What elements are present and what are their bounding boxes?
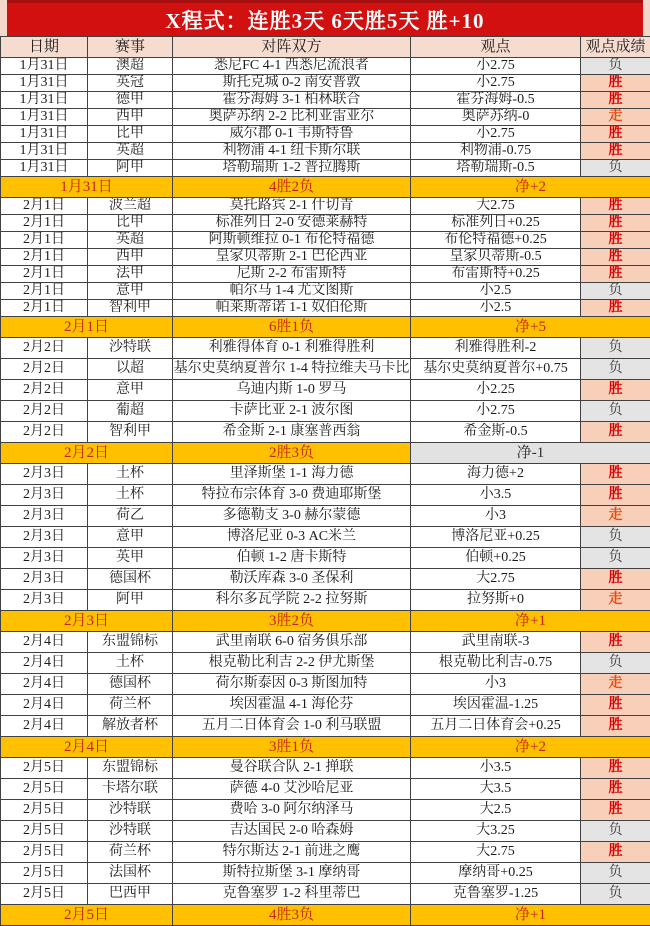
league-cell: 沙特联 — [88, 800, 173, 821]
match-cell: 塔勒瑞斯 1-2 普拉腾斯 — [173, 160, 411, 177]
result-cell: 胜 — [581, 126, 650, 143]
view-cell: 海力德+2 — [411, 464, 581, 485]
summary-row — [1, 905, 650, 926]
league-cell: 英超 — [88, 143, 173, 160]
league-cell: 葡超 — [88, 401, 173, 422]
league-cell: 沙特联 — [88, 821, 173, 842]
match-row — [1, 884, 650, 905]
match-row — [1, 842, 650, 863]
match-cell: 乌迪内斯 1-0 罗马 — [173, 380, 411, 401]
league-cell: 西甲 — [88, 249, 173, 266]
view-cell: 大2.75 — [411, 198, 581, 215]
league-cell: 土杯 — [88, 464, 173, 485]
match-cell: 利雅得体育 0-1 利雅得胜利 — [173, 338, 411, 359]
summary-record-cell: 6胜1负 — [173, 317, 411, 338]
view-cell: 大2.75 — [411, 842, 581, 863]
summary-net-cell: 净-1 — [411, 443, 650, 464]
summary-record-cell: 2胜3负 — [173, 443, 411, 464]
match-cell: 尼斯 2-2 布雷斯特 — [173, 266, 411, 283]
date-cell: 2月5日 — [1, 779, 88, 800]
result-cell: 胜 — [581, 695, 650, 716]
match-cell: 莫托路宾 2-1 什切青 — [173, 198, 411, 215]
match-row — [1, 422, 650, 443]
match-cell: 卡萨比亚 2-1 波尔图 — [173, 401, 411, 422]
view-cell: 奥萨苏纳-0 — [411, 109, 581, 126]
match-row — [1, 92, 650, 109]
date-cell: 1月31日 — [1, 75, 88, 92]
date-cell: 2月2日 — [1, 380, 88, 401]
match-cell: 曼谷联合队 2-1 掸联 — [173, 758, 411, 779]
result-cell: 胜 — [581, 232, 650, 249]
date-cell: 2月5日 — [1, 758, 88, 779]
result-cell: 胜 — [581, 75, 650, 92]
view-cell: 博洛尼亚+0.25 — [411, 527, 581, 548]
date-cell: 2月4日 — [1, 653, 88, 674]
result-cell: 胜 — [581, 249, 650, 266]
match-cell: 斯托克城 0-2 南安普敦 — [173, 75, 411, 92]
league-cell: 沙特联 — [88, 338, 173, 359]
view-cell: 五月二日体育会+0.25 — [411, 716, 581, 737]
view-cell: 塔勒瑞斯-0.5 — [411, 160, 581, 177]
match-cell: 皇家贝蒂斯 2-1 巴伦西亚 — [173, 249, 411, 266]
match-row — [1, 266, 650, 283]
match-cell: 标准列日 2-0 安德莱赫特 — [173, 215, 411, 232]
match-cell: 奥萨苏纳 2-2 比利亚雷亚尔 — [173, 109, 411, 126]
league-cell: 法国杯 — [88, 863, 173, 884]
date-cell: 2月2日 — [1, 338, 88, 359]
league-cell: 土杯 — [88, 653, 173, 674]
date-cell: 2月1日 — [1, 232, 88, 249]
summary-date-cell: 2月5日 — [1, 905, 173, 926]
match-cell: 萨德 4-0 艾沙哈尼亚 — [173, 779, 411, 800]
view-cell: 大2.75 — [411, 569, 581, 590]
match-cell: 威尔郡 0-1 韦斯特鲁 — [173, 126, 411, 143]
result-cell: 负 — [581, 863, 650, 884]
match-row — [1, 716, 650, 737]
match-row — [1, 338, 650, 359]
match-row — [1, 653, 650, 674]
match-cell: 帕尔马 1-4 尤文图斯 — [173, 283, 411, 300]
summary-date-cell: 1月31日 — [1, 177, 173, 198]
view-cell: 大3.5 — [411, 779, 581, 800]
match-cell: 荷尔斯泰因 0-3 斯图加特 — [173, 674, 411, 695]
match-row — [1, 779, 650, 800]
league-cell: 德甲 — [88, 92, 173, 109]
match-row — [1, 800, 650, 821]
match-cell: 费哈 3-0 阿尔纳泽马 — [173, 800, 411, 821]
match-row — [1, 126, 650, 143]
date-cell: 2月2日 — [1, 422, 88, 443]
view-cell: 小2.75 — [411, 126, 581, 143]
match-cell: 科尔多瓦学院 2-2 拉努斯 — [173, 590, 411, 611]
view-cell: 克鲁塞罗-1.25 — [411, 884, 581, 905]
result-cell: 胜 — [581, 92, 650, 109]
league-cell: 西甲 — [88, 109, 173, 126]
league-cell: 智利甲 — [88, 300, 173, 317]
league-cell: 东盟锦标 — [88, 758, 173, 779]
date-cell: 2月5日 — [1, 800, 88, 821]
view-cell: 小3.5 — [411, 758, 581, 779]
result-cell: 负 — [581, 821, 650, 842]
league-cell: 比甲 — [88, 215, 173, 232]
match-row — [1, 569, 650, 590]
result-cell: 负 — [581, 527, 650, 548]
view-cell: 小2.75 — [411, 75, 581, 92]
summary-net-cell: 净+2 — [411, 177, 650, 198]
results-table-body — [1, 58, 650, 926]
date-cell: 2月5日 — [1, 884, 88, 905]
date-cell: 2月1日 — [1, 198, 88, 215]
date-cell: 1月31日 — [1, 109, 88, 126]
match-cell: 利物浦 4-1 纽卡斯尔联 — [173, 143, 411, 160]
league-cell: 东盟锦标 — [88, 632, 173, 653]
summary-record-cell: 4胜3负 — [173, 905, 411, 926]
match-cell: 特尔斯达 2-1 前进之鹰 — [173, 842, 411, 863]
match-cell: 希金斯 2-1 康塞普西翁 — [173, 422, 411, 443]
league-cell: 解放者杯 — [88, 716, 173, 737]
match-row — [1, 58, 650, 75]
match-row — [1, 143, 650, 160]
date-cell: 2月2日 — [1, 401, 88, 422]
view-cell: 大3.25 — [411, 821, 581, 842]
result-cell: 走 — [581, 674, 650, 695]
match-row — [1, 109, 650, 126]
match-row — [1, 75, 650, 92]
match-cell: 克鲁塞罗 1-2 科里蒂巴 — [173, 884, 411, 905]
league-cell: 波兰超 — [88, 198, 173, 215]
result-cell: 胜 — [581, 380, 650, 401]
match-cell: 埃因霍温 4-1 海伦芬 — [173, 695, 411, 716]
result-cell: 胜 — [581, 842, 650, 863]
summary-date-cell: 2月2日 — [1, 443, 173, 464]
view-cell: 基尔史莫纳夏普尔+0.75 — [411, 359, 581, 380]
match-cell: 吉达国民 2-0 哈森姆 — [173, 821, 411, 842]
page-title: X程式：连胜3天 6天胜5天 胜+10 — [7, 0, 643, 36]
league-cell: 以超 — [88, 359, 173, 380]
view-cell: 伯顿+0.25 — [411, 548, 581, 569]
match-cell: 武里南联 6-0 宿务俱乐部 — [173, 632, 411, 653]
result-cell: 负 — [581, 338, 650, 359]
match-row — [1, 758, 650, 779]
results-table — [0, 36, 650, 926]
view-cell: 埃因霍温-1.25 — [411, 695, 581, 716]
date-cell: 2月3日 — [1, 527, 88, 548]
view-cell: 希金斯-0.5 — [411, 422, 581, 443]
match-cell: 伯顿 1-2 唐卡斯特 — [173, 548, 411, 569]
league-cell: 英甲 — [88, 548, 173, 569]
league-cell: 比甲 — [88, 126, 173, 143]
match-cell: 里泽斯堡 1-1 海力德 — [173, 464, 411, 485]
league-cell: 英冠 — [88, 75, 173, 92]
view-cell: 霍芬海姆-0.5 — [411, 92, 581, 109]
result-cell: 胜 — [581, 143, 650, 160]
league-cell: 荷兰杯 — [88, 842, 173, 863]
match-row — [1, 527, 650, 548]
date-cell: 2月1日 — [1, 300, 88, 317]
date-cell: 2月3日 — [1, 506, 88, 527]
match-row — [1, 401, 650, 422]
column-header-match: 对阵双方 — [173, 37, 411, 58]
result-cell: 负 — [581, 884, 650, 905]
league-cell: 法甲 — [88, 266, 173, 283]
match-cell: 阿斯顿维拉 0-1 布伦特福德 — [173, 232, 411, 249]
league-cell: 意甲 — [88, 283, 173, 300]
match-row — [1, 232, 650, 249]
column-header-date: 日期 — [1, 37, 88, 58]
view-cell: 根克勒比利吉-0.75 — [411, 653, 581, 674]
view-cell: 大2.5 — [411, 800, 581, 821]
league-cell: 德国杯 — [88, 674, 173, 695]
match-row — [1, 359, 650, 380]
match-row — [1, 821, 650, 842]
result-cell: 负 — [581, 401, 650, 422]
league-cell: 荷兰杯 — [88, 695, 173, 716]
date-cell: 2月1日 — [1, 215, 88, 232]
summary-record-cell: 4胜2负 — [173, 177, 411, 198]
league-cell: 阿甲 — [88, 590, 173, 611]
match-cell: 基尔史莫纳夏普尔 1-4 特拉维夫马卡比 — [173, 359, 411, 380]
summary-row — [1, 317, 650, 338]
view-cell: 拉努斯+0 — [411, 590, 581, 611]
match-cell: 博洛尼亚 0-3 AC米兰 — [173, 527, 411, 548]
match-row — [1, 863, 650, 884]
date-cell: 1月31日 — [1, 126, 88, 143]
table-header-row — [1, 37, 650, 58]
match-cell: 悉尼FC 4-1 西悉尼流浪者 — [173, 58, 411, 75]
view-cell: 小3 — [411, 674, 581, 695]
result-cell: 胜 — [581, 464, 650, 485]
match-cell: 霍芬海姆 3-1 柏林联合 — [173, 92, 411, 109]
summary-date-cell: 2月3日 — [1, 611, 173, 632]
match-cell: 根克勒比利吉 2-2 伊尤斯堡 — [173, 653, 411, 674]
column-header-view: 观点 — [411, 37, 581, 58]
league-cell: 英超 — [88, 232, 173, 249]
summary-row — [1, 443, 650, 464]
league-cell: 荷乙 — [88, 506, 173, 527]
summary-date-cell: 2月4日 — [1, 737, 173, 758]
view-cell: 小3 — [411, 506, 581, 527]
result-cell: 负 — [581, 160, 650, 177]
view-cell: 武里南联-3 — [411, 632, 581, 653]
date-cell: 1月31日 — [1, 58, 88, 75]
view-cell: 布伦特福德+0.25 — [411, 232, 581, 249]
league-cell: 阿甲 — [88, 160, 173, 177]
result-cell: 胜 — [581, 779, 650, 800]
match-row — [1, 674, 650, 695]
date-cell: 2月4日 — [1, 674, 88, 695]
result-cell: 胜 — [581, 758, 650, 779]
view-cell: 利物浦-0.75 — [411, 143, 581, 160]
date-cell: 2月3日 — [1, 548, 88, 569]
column-header-league: 赛事 — [88, 37, 173, 58]
view-cell: 小2.25 — [411, 380, 581, 401]
league-cell: 澳超 — [88, 58, 173, 75]
view-cell: 小2.75 — [411, 401, 581, 422]
league-cell: 卡塔尔联 — [88, 779, 173, 800]
column-header-result: 观点成绩 — [581, 37, 650, 58]
result-cell: 负 — [581, 548, 650, 569]
result-cell: 胜 — [581, 215, 650, 232]
date-cell: 2月3日 — [1, 464, 88, 485]
summary-row — [1, 611, 650, 632]
match-row — [1, 283, 650, 300]
date-cell: 2月1日 — [1, 283, 88, 300]
match-row — [1, 485, 650, 506]
league-cell: 意甲 — [88, 380, 173, 401]
result-cell: 走 — [581, 506, 650, 527]
date-cell: 2月4日 — [1, 632, 88, 653]
summary-row — [1, 737, 650, 758]
result-cell: 负 — [581, 283, 650, 300]
view-cell: 标准列日+0.25 — [411, 215, 581, 232]
summary-row — [1, 177, 650, 198]
result-cell: 负 — [581, 359, 650, 380]
result-cell: 走 — [581, 109, 650, 126]
match-row — [1, 548, 650, 569]
view-cell: 小2.5 — [411, 283, 581, 300]
date-cell: 2月3日 — [1, 569, 88, 590]
match-cell: 斯特拉斯堡 3-1 摩纳哥 — [173, 863, 411, 884]
summary-record-cell: 3胜1负 — [173, 737, 411, 758]
match-row — [1, 300, 650, 317]
result-cell: 胜 — [581, 485, 650, 506]
match-row — [1, 506, 650, 527]
match-row — [1, 380, 650, 401]
result-cell: 胜 — [581, 300, 650, 317]
date-cell: 2月4日 — [1, 716, 88, 737]
match-cell: 五月二日体育会 1-0 利马联盟 — [173, 716, 411, 737]
match-cell: 多德勒支 3-0 赫尔蒙德 — [173, 506, 411, 527]
league-cell: 德国杯 — [88, 569, 173, 590]
date-cell: 1月31日 — [1, 160, 88, 177]
date-cell: 2月1日 — [1, 249, 88, 266]
date-cell: 2月3日 — [1, 485, 88, 506]
match-row — [1, 160, 650, 177]
result-cell: 胜 — [581, 198, 650, 215]
date-cell: 2月5日 — [1, 863, 88, 884]
match-cell: 勒沃库森 3-0 圣保利 — [173, 569, 411, 590]
match-row — [1, 215, 650, 232]
match-cell: 帕莱斯蒂诺 1-1 奴伯伦斯 — [173, 300, 411, 317]
result-cell: 胜 — [581, 716, 650, 737]
result-cell: 胜 — [581, 569, 650, 590]
summary-net-cell: 净+5 — [411, 317, 650, 338]
view-cell: 摩纳哥+0.25 — [411, 863, 581, 884]
match-row — [1, 590, 650, 611]
result-cell: 胜 — [581, 632, 650, 653]
match-row — [1, 695, 650, 716]
league-cell: 智利甲 — [88, 422, 173, 443]
date-cell: 2月4日 — [1, 695, 88, 716]
match-cell: 特拉布宗体育 3-0 费迪耶斯堡 — [173, 485, 411, 506]
match-row — [1, 464, 650, 485]
summary-date-cell: 2月1日 — [1, 317, 173, 338]
match-row — [1, 249, 650, 266]
summary-record-cell: 3胜2负 — [173, 611, 411, 632]
view-cell: 小2.5 — [411, 300, 581, 317]
result-cell: 负 — [581, 653, 650, 674]
result-cell: 胜 — [581, 422, 650, 443]
date-cell: 1月31日 — [1, 92, 88, 109]
date-cell: 1月31日 — [1, 143, 88, 160]
summary-net-cell: 净+2 — [411, 737, 650, 758]
view-cell: 皇家贝蒂斯-0.5 — [411, 249, 581, 266]
summary-net-cell: 净+1 — [411, 611, 650, 632]
title-bar-wrap — [0, 0, 650, 36]
league-cell: 土杯 — [88, 485, 173, 506]
view-cell: 小3.5 — [411, 485, 581, 506]
summary-net-cell: 净+1 — [411, 905, 650, 926]
view-cell: 利雅得胜利-2 — [411, 338, 581, 359]
date-cell: 2月2日 — [1, 359, 88, 380]
date-cell: 2月5日 — [1, 842, 88, 863]
match-row — [1, 198, 650, 215]
result-cell: 胜 — [581, 266, 650, 283]
date-cell: 2月5日 — [1, 821, 88, 842]
result-cell: 负 — [581, 58, 650, 75]
date-cell: 2月3日 — [1, 590, 88, 611]
league-cell: 意甲 — [88, 527, 173, 548]
result-cell: 走 — [581, 590, 650, 611]
view-cell: 小2.75 — [411, 58, 581, 75]
date-cell: 2月1日 — [1, 266, 88, 283]
match-row — [1, 632, 650, 653]
view-cell: 布雷斯特+0.25 — [411, 266, 581, 283]
league-cell: 巴西甲 — [88, 884, 173, 905]
result-cell: 胜 — [581, 800, 650, 821]
